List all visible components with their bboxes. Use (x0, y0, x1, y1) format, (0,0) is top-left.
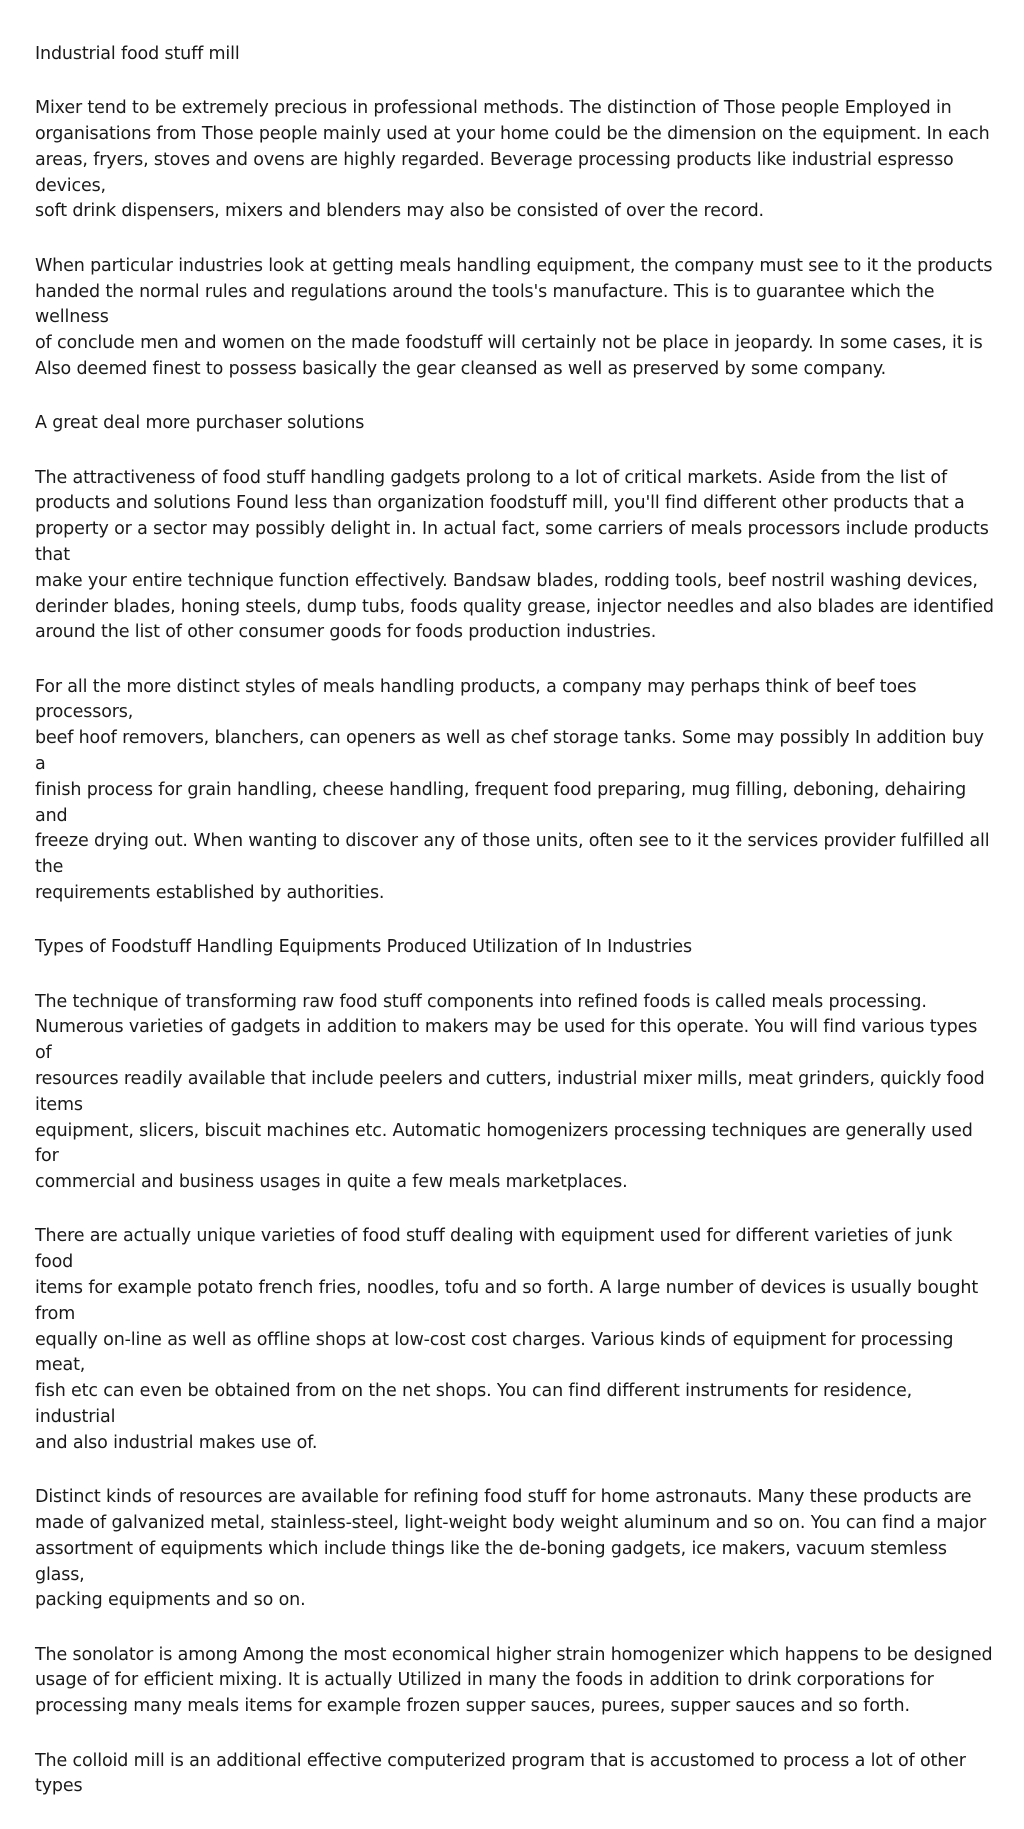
paragraph-technique: The technique of transforming raw food stuff components into refined foods is called meals processing. Numerous varieties of gadgets in addition to makers may be used for this operate. You will find various types of resources readily available that include peelers and cutters, industrial mixer mills, meat grinders, quickly food items equipment, slicers, biscuit machines etc. Automatic homogenizers processing techniques are generally used for commercial and business usages in quite a few meals marketplaces. (35, 991, 985, 1193)
paragraph-mixers: Mixer tend to be extremely precious in professional methods. The distinction of Those people Employed in organisations from Those people mainly used at your home could be the dimension on the equipment. In each areas, fryers, stoves and ovens are highly regarded. Beverage processing products like industrial espresso devices, soft drink dispensers, mixers and blenders may also be consisted of over the record. (35, 98, 990, 222)
document-body (35, 42, 995, 1829)
paragraph-attractiveness: The attractiveness of food stuff handling gadgets prolong to a lot of critical markets. Aside from the list of products and solutions Found less than organization foodstuff mill, you'll find different other products that a property or a sector may possibly delight in. In actual fact, some carriers of meals processors include products that make your entire technique function effectively. Bandsaw blades, rodding tools, beef nostril washing devices, derinder blades, honing steels, dump tubs, foods quality grease, injector needles and also blades are identified around the list of other consumer goods for foods production industries. (35, 467, 994, 643)
paragraph-unique-varieties: There are actually unique varieties of food stuff dealing with equipment used for different varieties of junk food items for example potato french fries, noodles, tofu and so forth. A large number of devices is usually bought from equally on-line as well as offline shops at low-cost cost charges. Various kinds of equipment for processing meat, fish etc can even be obtained from on the net shops. You can find different instruments for residence, industrial and also industrial makes use of. (35, 1226, 979, 1453)
paragraph-colloid-mill: The colloid mill is an additional effective computerized program that is accustomed to process a lot of other types (35, 1750, 966, 1797)
document-title: Industrial food stuff mill (35, 44, 240, 64)
paragraph-distinct-styles: For all the more distinct styles of meals handling products, a company may perhaps think of beef toes processors, beef hoof removers, blanchers, can openers as well as chef storage tanks. Some may possibly In addition buy a finish process for grain handling, cheese handling, frequent food preparing, mug filling, deboning, dehairing and freeze drying out. When wanting to discover any of those units, often see to it the services provider fulfilled all the requirements established by authorities. (35, 676, 990, 904)
section-heading-types: Types of Foodstuff Handling Equipments Produced Utilization of In Industries (35, 937, 692, 958)
paragraph-regulations: When particular industries look at getting meals handling equipment, the company must see to it the products handed the normal rules and regulations around the tools's manufacture. This is to guarantee which the wellness of conclude men and women on the made foodstuff will certainly not be place in jeopardy. In some cases, it is Also deemed finest to possess basically the gear cleansed as well as preserved by some company. (35, 255, 993, 379)
section-heading-purchaser-solutions: A great deal more purchaser solutions (35, 413, 365, 434)
paragraph-distinct-kinds: Distinct kinds of resources are available for refining food stuff for home astronauts. Many these products are made of galvanized metal, stainless-steel, light-weight body weight aluminum and so on. You can find a major assortment of equipments which include things like the de-boning gadgets, ice makers, vacuum stemless glass, packing equipments and so on. (35, 1487, 987, 1611)
paragraph-sonolator: The sonolator is among Among the most economical higher strain homogenizer which happens to be designed usage of for efficient mixing. It is actually Utilized in many the foods in addition to drink corporations for processing many meals items for example frozen supper sauces, purees, supper sauces and so forth. (35, 1644, 993, 1717)
